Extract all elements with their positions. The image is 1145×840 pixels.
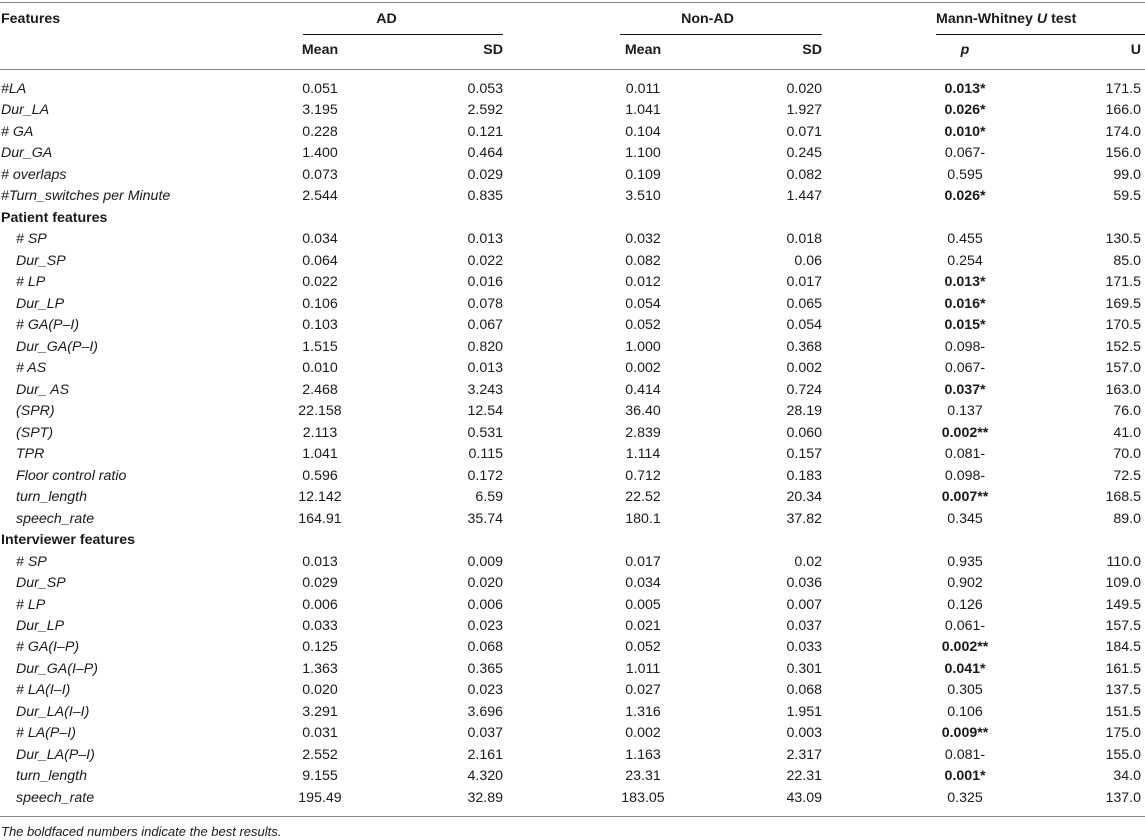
ad-sd-cell: 0.365 [467, 660, 503, 677]
header-mw-prefix: Mann-Whitney [936, 11, 1037, 27]
p-value-cell: 0.061- [944, 618, 986, 634]
feature-name: Dur_GA(I–P) [16, 660, 98, 677]
section-header-row [0, 208, 1145, 229]
ad-sd-cell: 0.022 [467, 252, 503, 269]
u-value-cell: 76.0 [1113, 403, 1141, 420]
header-group-ad: AD [376, 11, 397, 27]
feature-name: # LP [16, 596, 46, 613]
group-rule-mann-whitney [936, 34, 1145, 35]
nonad-sd-cell: 0.183 [786, 467, 822, 484]
ad-sd-cell: 0.029 [467, 166, 503, 183]
feature-name: # LP [16, 274, 46, 291]
nonad-mean-cell: 3.510 [625, 188, 661, 205]
ad-sd-cell: 3.696 [467, 703, 503, 720]
header-group-mann-whitney [936, 11, 1076, 27]
ad-sd-cell: 6.59 [475, 489, 503, 506]
nonad-sd-cell: 0.071 [786, 123, 822, 140]
u-value-cell: 41.0 [1113, 424, 1141, 441]
p-value-cell: 0.126 [947, 596, 983, 613]
header-mw-u: U [1036, 11, 1048, 27]
ad-mean-cell: 0.033 [302, 618, 338, 634]
ad-sd-cell: 32.89 [467, 789, 503, 806]
nonad-mean-cell: 0.002 [625, 725, 661, 742]
ad-sd-cell: 0.013 [467, 231, 503, 248]
p-value-cell: 0.002** [941, 639, 989, 656]
nonad-mean-cell: 0.414 [625, 381, 661, 398]
ad-sd-cell: 0.835 [467, 188, 503, 205]
feature-name: # GA(I–P) [16, 639, 80, 656]
feature-name: # SP [16, 231, 47, 248]
feature-name: Floor control ratio [16, 467, 127, 484]
p-value-cell: 0.010* [944, 123, 986, 140]
feature-name: # GA [1, 123, 34, 140]
table-row [0, 337, 1145, 358]
ad-mean-cell: 0.106 [302, 295, 338, 312]
ad-sd-cell: 35.74 [467, 510, 503, 527]
nonad-sd-cell: 22.31 [786, 768, 822, 785]
ad-mean-cell: 0.064 [302, 252, 338, 269]
u-value-cell: 161.5 [1105, 660, 1141, 677]
ad-sd-cell: 0.020 [467, 575, 503, 592]
feature-name: # SP [16, 553, 47, 570]
nonad-mean-cell: 0.012 [625, 274, 661, 291]
p-value-cell: 0.016* [944, 295, 986, 312]
nonad-mean-cell: 0.011 [625, 81, 661, 97]
p-value-cell: 0.067- [944, 360, 986, 377]
nonad-sd-cell: 0.068 [786, 682, 822, 699]
p-value-cell: 0.007** [941, 489, 989, 506]
nonad-sd-cell: 0.368 [786, 338, 822, 355]
ad-sd-cell: 0.078 [467, 295, 503, 312]
table-row [0, 466, 1145, 487]
ad-mean-cell: 0.073 [302, 166, 338, 183]
nonad-mean-cell: 0.052 [625, 639, 661, 656]
p-value-cell: 0.902 [947, 575, 983, 592]
table-row [0, 122, 1145, 143]
nonad-sd-cell: 1.447 [786, 188, 822, 205]
table-row [0, 401, 1145, 422]
table-row [0, 358, 1145, 379]
table-row [0, 487, 1145, 508]
header-nonad-mean: Mean [624, 42, 662, 58]
nonad-sd-cell: 0.06 [794, 252, 822, 269]
p-value-cell: 0.098- [944, 467, 986, 484]
feature-name: Dur_ AS [16, 381, 70, 398]
u-value-cell: 157.5 [1105, 618, 1141, 634]
header-rule [0, 69, 1145, 70]
p-value-cell: 0.455 [947, 231, 983, 248]
table-row [0, 79, 1145, 100]
nonad-mean-cell: 0.052 [625, 317, 661, 334]
header-mw-suffix: test [1047, 11, 1077, 27]
nonad-mean-cell: 36.40 [625, 403, 661, 420]
feature-name: # GA(P–I) [16, 317, 80, 334]
feature-name: #LA [1, 81, 27, 97]
p-value-cell: 0.081- [944, 746, 986, 763]
table-row [0, 723, 1145, 744]
u-value-cell: 175.0 [1105, 725, 1141, 742]
ad-sd-cell: 2.161 [467, 746, 503, 763]
nonad-sd-cell: 0.301 [786, 660, 822, 677]
table-row [0, 186, 1145, 207]
ad-sd-cell: 0.820 [467, 338, 503, 355]
u-value-cell: 169.5 [1105, 295, 1141, 312]
feature-name: (SPR) [16, 403, 55, 420]
header-u: U [1130, 42, 1141, 58]
nonad-mean-cell: 1.163 [625, 746, 661, 763]
u-value-cell: 170.5 [1105, 317, 1141, 334]
ad-sd-cell: 0.023 [467, 618, 503, 634]
p-value-cell: 0.001* [944, 768, 986, 785]
ad-sd-cell: 0.067 [467, 317, 503, 334]
header-p: p [960, 42, 970, 58]
feature-name: Dur_LA(I–I) [16, 703, 90, 720]
p-value-cell: 0.026* [944, 102, 986, 119]
header-ad-mean: Mean [301, 42, 339, 58]
table-row [0, 444, 1145, 465]
ad-mean-cell: 0.020 [302, 682, 338, 699]
section-title: Interviewer features [1, 532, 136, 549]
nonad-sd-cell: 0.020 [786, 81, 822, 97]
u-value-cell: 166.0 [1105, 102, 1141, 119]
nonad-mean-cell: 1.011 [625, 660, 661, 677]
nonad-mean-cell: 1.100 [625, 145, 661, 162]
nonad-sd-cell: 43.09 [786, 789, 822, 806]
u-value-cell: 89.0 [1113, 510, 1141, 527]
section-title: Patient features [1, 209, 108, 226]
feature-name: Dur_LA [1, 102, 50, 119]
table-row [0, 702, 1145, 723]
table-row [0, 680, 1145, 701]
feature-name: Dur_SP [16, 575, 66, 592]
nonad-sd-cell: 0.082 [786, 166, 822, 183]
u-value-cell: 171.5 [1105, 81, 1141, 97]
ad-sd-cell: 0.016 [467, 274, 503, 291]
ad-mean-cell: 22.158 [298, 403, 342, 420]
ad-mean-cell: 0.022 [302, 274, 338, 291]
table-row [0, 616, 1145, 637]
ad-mean-cell: 2.468 [302, 381, 338, 398]
table-row [0, 315, 1145, 336]
p-value-cell: 0.009** [941, 725, 989, 742]
feature-name: turn_length [16, 768, 87, 785]
feature-name: (SPT) [16, 424, 54, 441]
table-row [0, 294, 1145, 315]
p-value-cell: 0.254 [947, 252, 983, 269]
ad-mean-cell: 1.041 [302, 446, 338, 463]
p-value-cell: 0.305 [947, 682, 983, 699]
header-ad-sd: SD [483, 42, 503, 58]
u-value-cell: 168.5 [1105, 489, 1141, 506]
p-value-cell: 0.026* [944, 188, 986, 205]
u-value-cell: 85.0 [1113, 252, 1141, 269]
table-row [0, 229, 1145, 250]
ad-sd-cell: 0.006 [467, 596, 503, 613]
table-row [0, 659, 1145, 680]
feature-name: # LA(P–I) [16, 725, 76, 742]
ad-mean-cell: 0.029 [302, 575, 338, 592]
u-value-cell: 152.5 [1105, 338, 1141, 355]
nonad-sd-cell: 1.927 [786, 102, 822, 119]
table-row [0, 165, 1145, 186]
ad-sd-cell: 0.531 [467, 424, 503, 441]
p-value-cell: 0.002** [941, 424, 989, 441]
feature-name: Dur_GA(P–I) [16, 338, 98, 355]
ad-sd-cell: 0.037 [467, 725, 503, 742]
u-value-cell: 59.5 [1113, 188, 1141, 205]
section-header-row [0, 530, 1145, 551]
p-value-cell: 0.325 [947, 789, 983, 806]
p-value-cell: 0.137 [947, 403, 983, 420]
ad-sd-cell: 0.068 [467, 639, 503, 656]
nonad-sd-cell: 0.054 [786, 317, 822, 334]
nonad-mean-cell: 2.839 [625, 424, 661, 441]
nonad-sd-cell: 20.34 [786, 489, 822, 506]
u-value-cell: 157.0 [1105, 360, 1141, 377]
nonad-sd-cell: 37.82 [786, 510, 822, 527]
feature-name: speech_rate [16, 510, 95, 527]
header-features: Features [1, 11, 61, 27]
nonad-sd-cell: 0.003 [786, 725, 822, 742]
table-row [0, 766, 1145, 787]
u-value-cell: 184.5 [1105, 639, 1141, 656]
p-value-cell: 0.013* [944, 81, 986, 97]
u-value-cell: 137.5 [1105, 682, 1141, 699]
u-value-cell: 99.0 [1113, 166, 1141, 183]
p-value-cell: 0.067- [944, 145, 986, 162]
feature-name: speech_rate [16, 789, 95, 806]
u-value-cell: 174.0 [1105, 123, 1141, 140]
p-value-cell: 0.015* [944, 317, 986, 334]
table-row [0, 637, 1145, 658]
ad-mean-cell: 3.291 [302, 703, 338, 720]
p-value-cell: 0.935 [947, 553, 983, 570]
nonad-sd-cell: 28.19 [786, 403, 822, 420]
nonad-mean-cell: 1.000 [625, 338, 661, 355]
feature-name: # LA(I–I) [16, 682, 71, 699]
ad-sd-cell: 0.172 [467, 467, 503, 484]
ad-sd-cell: 4.320 [467, 768, 503, 785]
feature-name: TPR [16, 446, 45, 463]
ad-mean-cell: 0.228 [302, 123, 338, 140]
feature-name: turn_length [16, 489, 87, 506]
nonad-sd-cell: 0.02 [794, 553, 822, 570]
ad-mean-cell: 1.400 [302, 145, 338, 162]
feature-name: Dur_SP [16, 252, 66, 269]
ad-mean-cell: 0.125 [302, 639, 338, 656]
nonad-sd-cell: 0.018 [786, 231, 822, 248]
ad-sd-cell: 0.053 [467, 81, 503, 97]
nonad-mean-cell: 22.52 [625, 489, 661, 506]
p-value-cell: 0.345 [947, 510, 983, 527]
u-value-cell: 130.5 [1105, 231, 1141, 248]
p-value-cell: 0.595 [947, 166, 983, 183]
nonad-sd-cell: 0.002 [786, 360, 822, 377]
p-value-cell: 0.106 [947, 703, 983, 720]
ad-mean-cell: 0.010 [302, 360, 338, 377]
u-value-cell: 70.0 [1113, 446, 1141, 463]
nonad-mean-cell: 23.31 [625, 768, 661, 785]
ad-sd-cell: 0.009 [467, 553, 503, 570]
ad-mean-cell: 0.006 [302, 596, 338, 613]
footnote: The boldfaced numbers indicate the best results. [1, 824, 282, 839]
u-value-cell: 34.0 [1113, 768, 1141, 785]
ad-mean-cell: 0.031 [302, 725, 338, 742]
ad-mean-cell: 12.142 [298, 489, 342, 506]
feature-name: # overlaps [1, 166, 67, 183]
ad-mean-cell: 195.49 [298, 789, 342, 806]
ad-mean-cell: 0.103 [302, 317, 338, 334]
ad-sd-cell: 3.243 [467, 381, 503, 398]
nonad-sd-cell: 0.017 [786, 274, 822, 291]
u-value-cell: 137.0 [1105, 789, 1141, 806]
ad-sd-cell: 0.115 [468, 446, 503, 463]
nonad-mean-cell: 1.316 [625, 703, 661, 720]
nonad-sd-cell: 0.060 [786, 424, 822, 441]
ad-sd-cell: 0.464 [467, 145, 503, 162]
nonad-sd-cell: 0.065 [786, 295, 822, 312]
nonad-mean-cell: 0.104 [625, 123, 661, 140]
table-row [0, 745, 1145, 766]
p-value-cell: 0.013* [944, 274, 986, 291]
ad-sd-cell: 2.592 [467, 102, 503, 119]
ad-mean-cell: 0.013 [302, 553, 338, 570]
u-value-cell: 155.0 [1105, 746, 1141, 763]
nonad-mean-cell: 0.109 [625, 166, 661, 183]
nonad-sd-cell: 0.245 [786, 145, 822, 162]
u-value-cell: 163.0 [1105, 381, 1141, 398]
u-value-cell: 149.5 [1105, 596, 1141, 613]
u-value-cell: 151.5 [1105, 703, 1141, 720]
p-value-cell: 0.098- [944, 338, 986, 355]
group-rule-ad [303, 34, 503, 35]
table-row [0, 100, 1145, 121]
nonad-mean-cell: 0.712 [625, 467, 661, 484]
nonad-mean-cell: 0.032 [625, 231, 661, 248]
ad-mean-cell: 0.051 [302, 81, 338, 97]
table-row [0, 509, 1145, 530]
nonad-mean-cell: 0.027 [625, 682, 661, 699]
p-value-cell: 0.037* [944, 381, 986, 398]
group-rule-nonad [620, 34, 822, 35]
nonad-mean-cell: 0.002 [625, 360, 661, 377]
u-value-cell: 110.0 [1106, 553, 1141, 570]
ad-mean-cell: 2.113 [302, 424, 338, 441]
u-value-cell: 171.5 [1105, 274, 1141, 291]
table-row [0, 552, 1145, 573]
ad-mean-cell: 1.363 [302, 660, 338, 677]
u-value-cell: 72.5 [1113, 467, 1141, 484]
table-row [0, 143, 1145, 164]
header-group-nonad: Non-AD [681, 11, 734, 27]
ad-mean-cell: 0.596 [302, 467, 338, 484]
ad-mean-cell: 9.155 [302, 768, 338, 785]
table-top-rule [0, 2, 1145, 3]
nonad-sd-cell: 2.317 [786, 746, 822, 763]
nonad-sd-cell: 0.037 [786, 618, 822, 634]
table-bottom-rule [0, 816, 1145, 817]
ad-mean-cell: 2.544 [302, 188, 338, 205]
nonad-sd-cell: 1.951 [786, 703, 822, 720]
ad-mean-cell: 164.91 [298, 510, 342, 527]
p-value-cell: 0.081- [944, 446, 986, 463]
u-value-cell: 109.0 [1105, 575, 1141, 592]
nonad-mean-cell: 0.021 [625, 618, 661, 634]
table-row [0, 423, 1145, 444]
feature-name: #Turn_switches per Minute [1, 188, 171, 205]
nonad-mean-cell: 1.114 [625, 446, 661, 463]
ad-mean-cell: 3.195 [302, 102, 338, 119]
nonad-sd-cell: 0.157 [786, 446, 822, 463]
nonad-mean-cell: 183.05 [621, 789, 665, 806]
nonad-sd-cell: 0.724 [786, 381, 822, 398]
feature-name: # AS [16, 360, 47, 377]
ad-sd-cell: 0.013 [467, 360, 503, 377]
p-value-cell: 0.041* [944, 660, 986, 677]
nonad-mean-cell: 1.041 [625, 102, 661, 119]
nonad-mean-cell: 180.1 [625, 510, 661, 527]
table-row [0, 251, 1145, 272]
nonad-sd-cell: 0.033 [786, 639, 822, 656]
nonad-mean-cell: 0.034 [625, 575, 661, 592]
table-row [0, 595, 1145, 616]
nonad-mean-cell: 0.017 [625, 553, 661, 570]
ad-mean-cell: 1.515 [302, 338, 338, 355]
feature-name: Dur_LP [16, 295, 65, 312]
feature-name: Dur_LA(P–I) [16, 746, 95, 763]
feature-name: Dur_GA [1, 145, 53, 162]
ad-sd-cell: 12.54 [467, 403, 503, 420]
nonad-mean-cell: 0.005 [625, 596, 661, 613]
table-row [0, 788, 1145, 809]
nonad-sd-cell: 0.036 [786, 575, 822, 592]
ad-mean-cell: 0.034 [302, 231, 338, 248]
nonad-mean-cell: 0.054 [625, 295, 661, 312]
ad-mean-cell: 2.552 [302, 746, 338, 763]
feature-name: Dur_LP [16, 618, 65, 634]
header-nonad-sd: SD [802, 42, 822, 58]
table-row [0, 573, 1145, 594]
ad-sd-cell: 0.023 [467, 682, 503, 699]
nonad-mean-cell: 0.082 [625, 252, 661, 269]
table-row [0, 380, 1145, 401]
table-row [0, 272, 1145, 293]
u-value-cell: 156.0 [1105, 145, 1141, 162]
nonad-sd-cell: 0.007 [786, 596, 822, 613]
ad-sd-cell: 0.121 [467, 123, 503, 140]
